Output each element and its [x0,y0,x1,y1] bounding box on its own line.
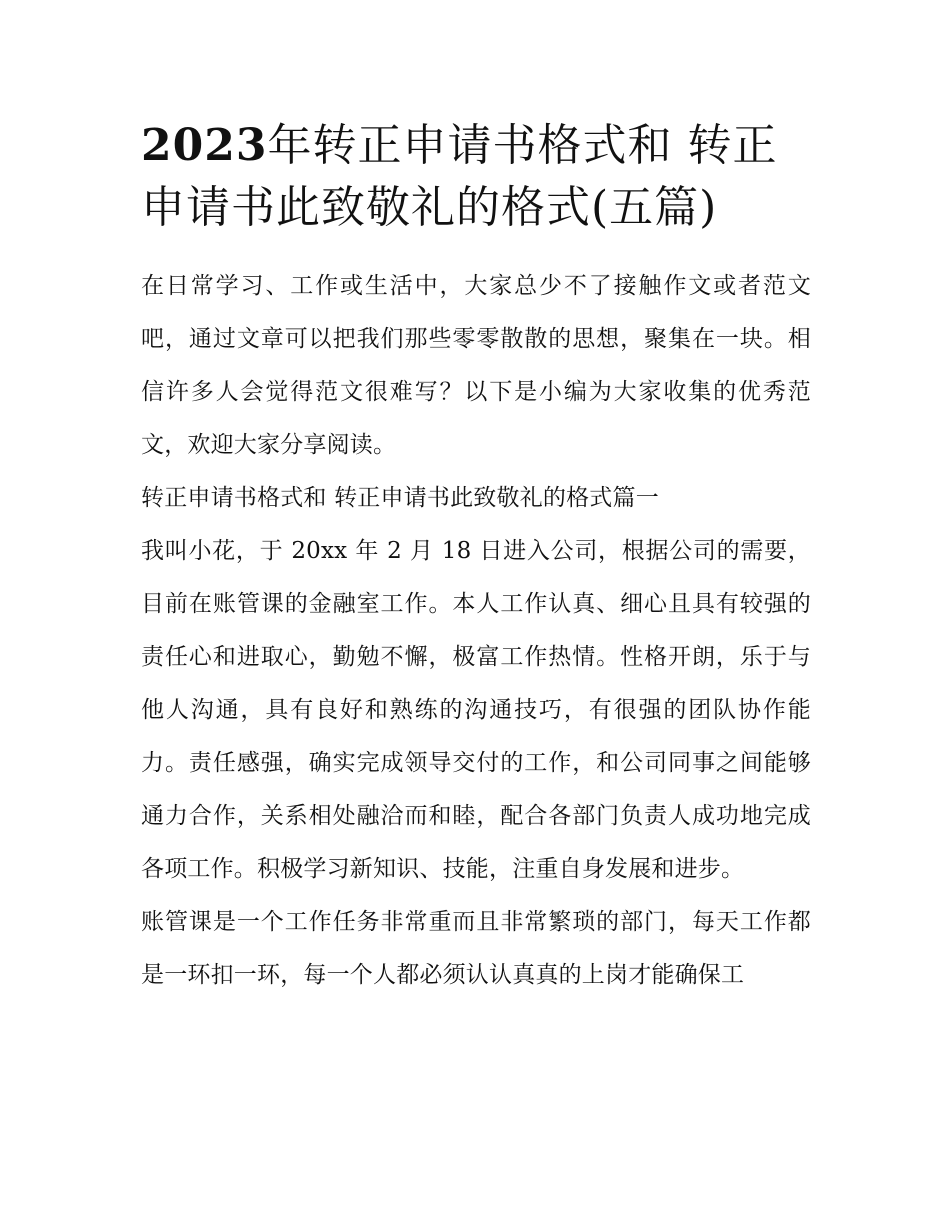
body-paragraph: 账管课是一个工作任务非常重而且非常繁琐的部门，每天工作都是一环扣一环，每一个人都必须认认真真的上岗才能确保工 [141,908,811,988]
document-title [141,115,811,240]
document-body [141,260,811,1002]
body-paragraph: 我叫小花，于 20xx 年 2 月 18 日进入公司，根据公司的需要，目前在账管课的金融室工作。本人工作认真、细心且具有较强的责任心和进取心，勤勉不懈，极富工作热情。性格开朗，乐于与他人沟通，具有良好和熟练的沟通技巧，有很强的团队协作能力。责任感强，确实完成领导交付的工作，和公司同事之间能够通力合作，关系相处融洽而和睦，配合各部门负责人成功地完成各项工作。积极学习新知识、技能，注重自身发展和进步。 [141,537,811,882]
section-heading: 转正申请书格式和 转正申请书此致敬礼的格式篇一 [141,484,659,511]
title-text: 年转正申请书格式和 转正申请书此致敬礼的格式(五篇) [141,120,778,234]
title-year: 2023 [141,120,268,171]
document-page [141,115,811,1002]
intro-paragraph: 在日常学习、工作或生活中，大家总少不了接触作文或者范文吧，通过文章可以把我们那些零零散散的思想，聚集在一块。相信许多人会觉得范文很难写？以下是小编为大家收集的优秀范文，欢迎大家分享阅读。 [141,272,811,458]
